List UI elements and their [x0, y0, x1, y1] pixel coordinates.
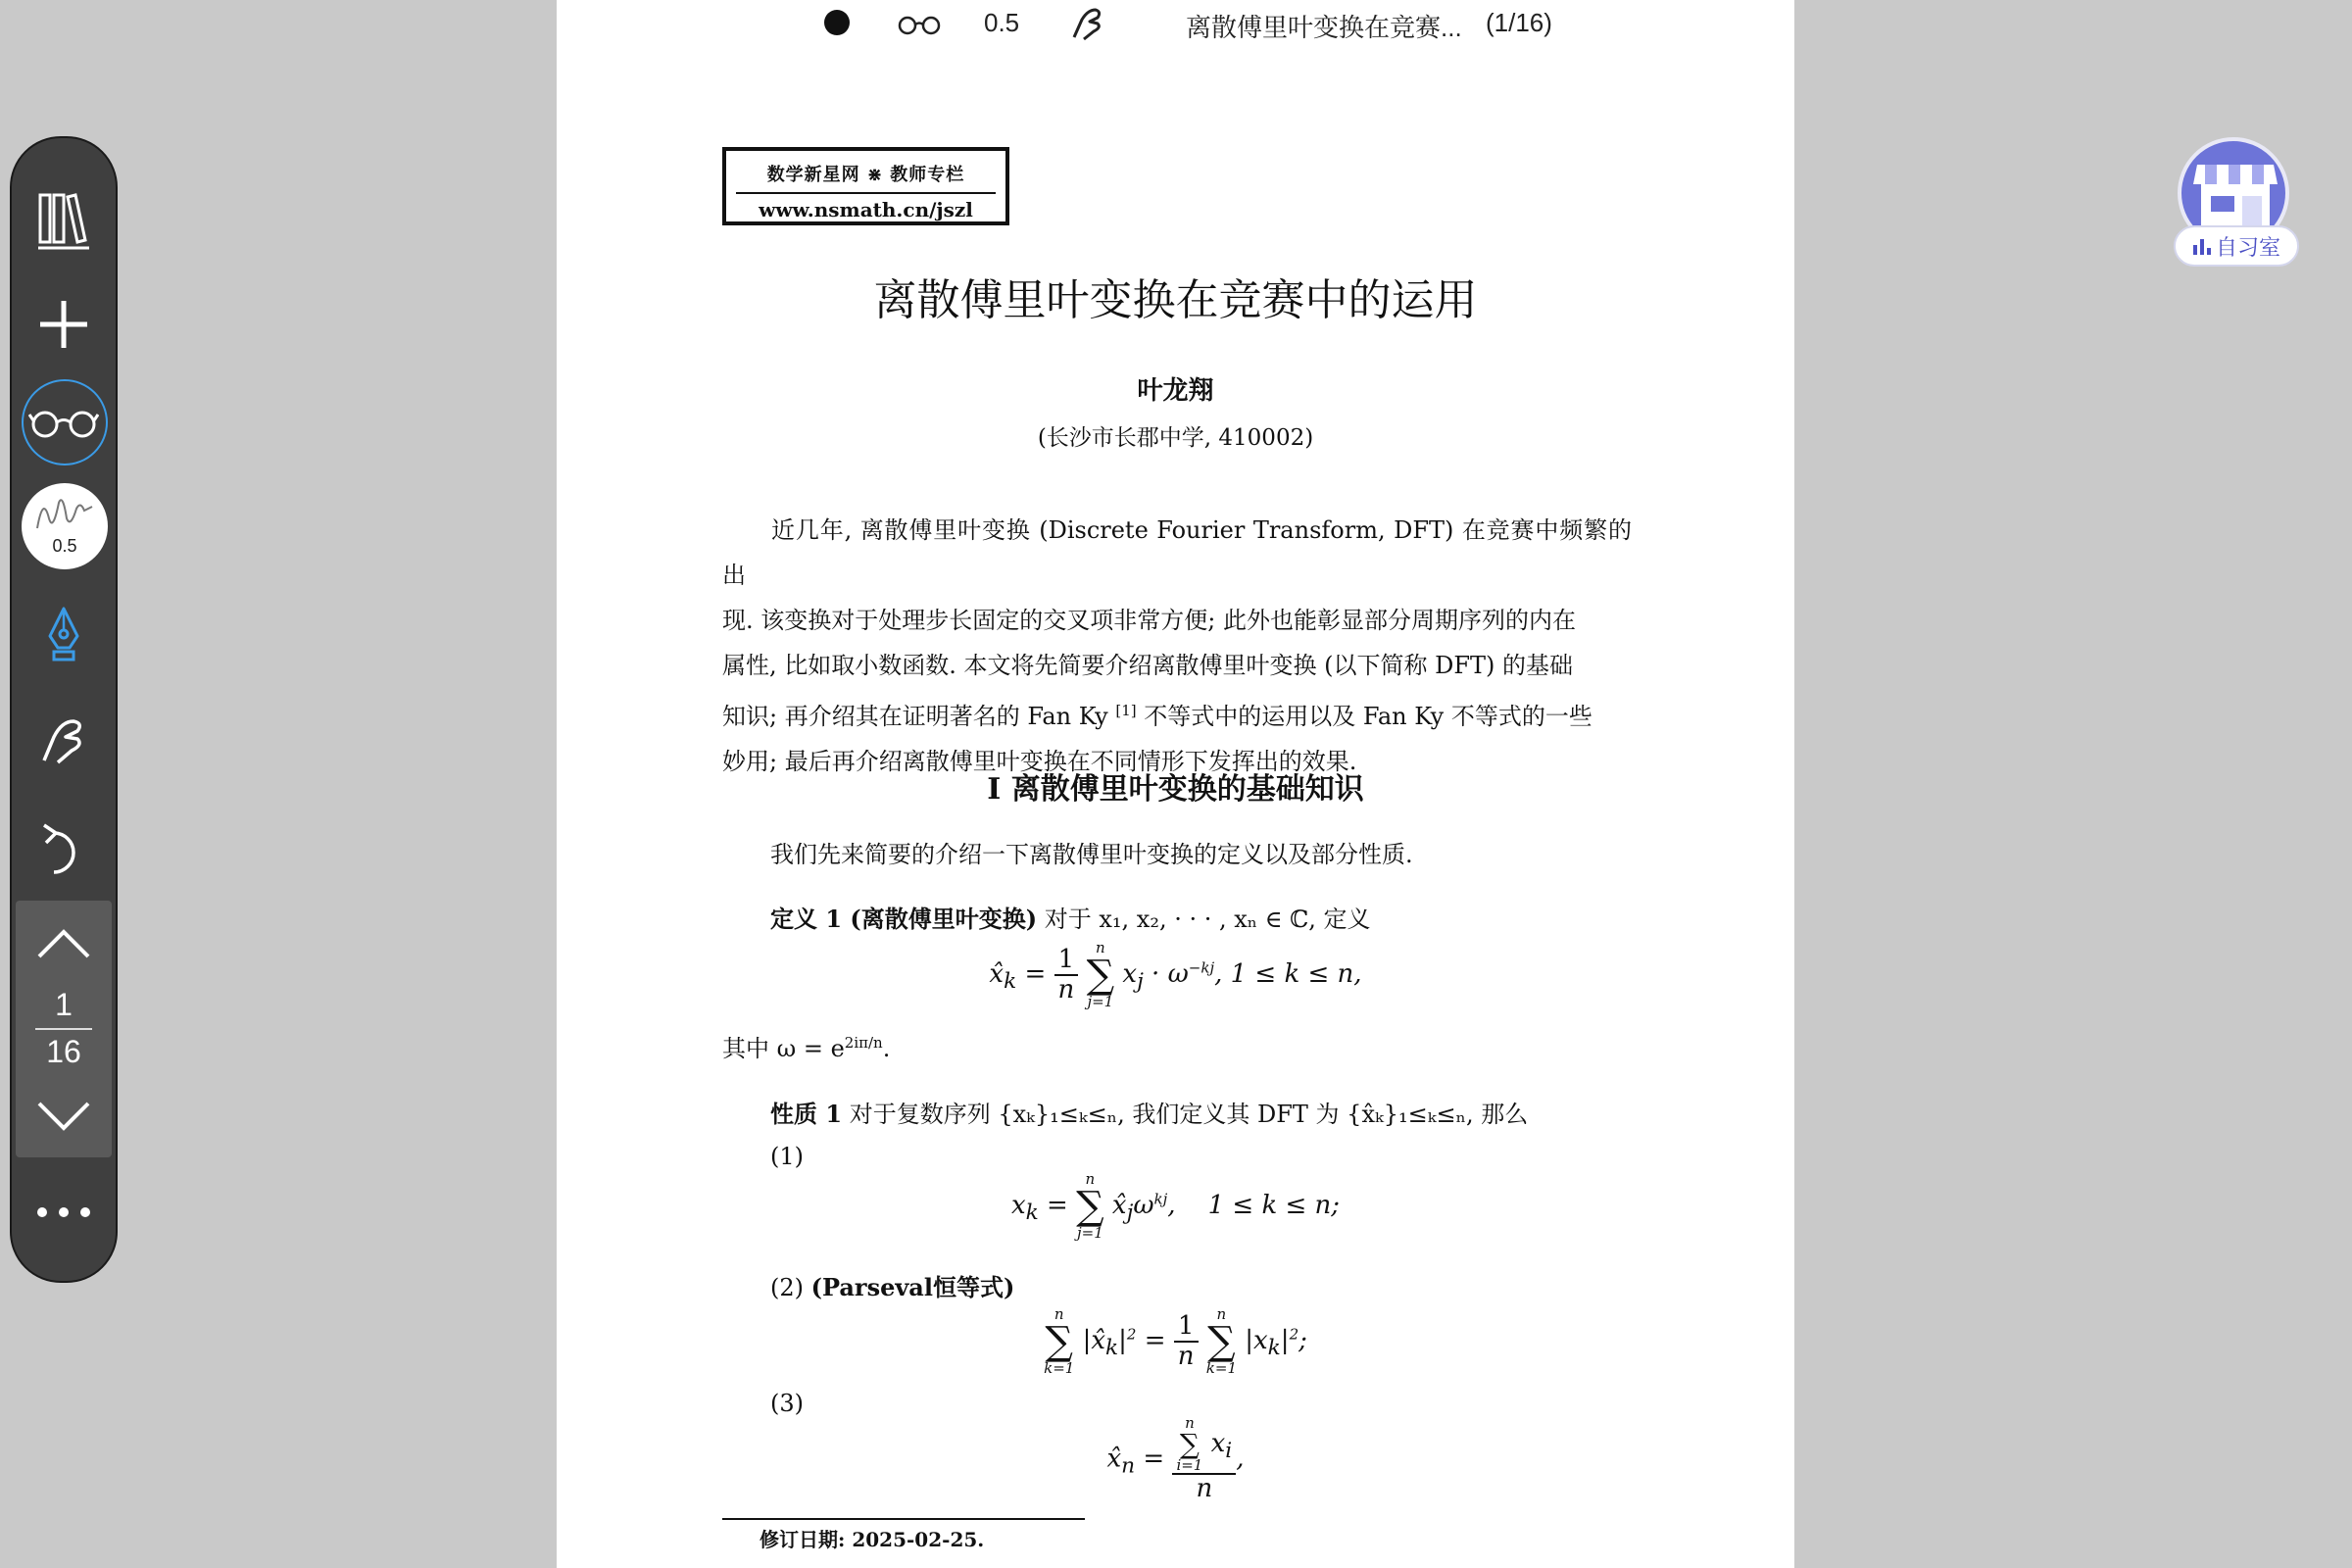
property-label: 性质 1 [770, 1100, 843, 1128]
abstract-paragraph [722, 508, 1632, 784]
revision-date: 修订日期: 2025-02-25. [760, 1528, 985, 1551]
bar-chart-icon [2192, 237, 2212, 255]
equation-inverse: $x_k$ = n ∑ j=1 $x̂_j\omega^{kj}$, 1 ≤ k ≤ n; [1010, 1170, 1341, 1242]
plus-icon [38, 299, 89, 350]
page-up-button[interactable] [16, 914, 112, 973]
hand-pointer-icon [36, 713, 91, 768]
equation-mean: $x̂_n$ = n ∑ i=1 $x_i$ n , [1106, 1414, 1245, 1503]
logo-divider [736, 192, 996, 194]
signature-size: 0.5 [52, 536, 77, 556]
equation-parseval: n ∑ k=1 $|x̂_k|^2$ = $\frac{1}{n}$ n ∑ k=1 $|x_k|^2$; [1044, 1305, 1307, 1377]
color-dot-icon[interactable] [824, 10, 850, 35]
reading-glasses-icon[interactable] [898, 12, 941, 42]
document-author: 叶龙翔 [1137, 376, 1214, 406]
abstract-line: 属性, 比如取小数函数. 本文将先简要介绍离散傅里叶变换 (以下简称 DFT) 的基础 [722, 652, 1574, 679]
status-page-count: (1/16) [1486, 8, 1552, 37]
add-button[interactable] [12, 280, 116, 368]
abstract-line: 妙用; 最后再介绍离散傅里叶变换在不同情形下发挥出的效果. [722, 748, 1357, 775]
reader-status-bar [557, 0, 1794, 47]
equation-dft: $x̂_k$ = $\frac{1}{n}$ n ∑ j=1 $x_j \cdot \omega^{-kj}$, 1 ≤ k ≤ n, [989, 939, 1362, 1010]
where-omega: 其中 $\omega = e^{2i\pi/n}$. [722, 1034, 891, 1062]
item-1-label: (1) [770, 1143, 804, 1170]
study-room-button[interactable] [2174, 137, 2301, 274]
signature-icon [33, 489, 96, 536]
undo-button[interactable] [12, 805, 116, 893]
footnote-divider [722, 1518, 1085, 1520]
page-down-button[interactable] [16, 1087, 112, 1146]
study-room-label: 自习室 [2174, 225, 2299, 267]
section-heading: I 离散傅里叶变换的基础知识 [987, 772, 1364, 807]
reading-mode-icon-wrap[interactable] [12, 389, 116, 456]
hand-tool-icon[interactable] [1068, 4, 1107, 50]
pen-nib-icon [44, 607, 83, 663]
definition-text: 对于 x₁, x₂, · · · , xₙ ∈ ℂ, 定义 [1037, 906, 1371, 933]
total-pages: 16 [46, 1034, 81, 1069]
abstract-line: 近几年, 离散傅里叶变换 (Discrete Fourier Transform, DFT) 在竞赛中频繁的出 [722, 516, 1632, 589]
document-title: 离散傅里叶变换在竞赛中的运用 [873, 275, 1478, 325]
more-button[interactable] [12, 1183, 116, 1242]
property-1 [770, 1095, 1528, 1129]
hand-tool-button[interactable] [12, 697, 116, 785]
property-text: 对于复数序列 {xₖ}₁≤ₖ≤ₙ, 我们定义其 DFT 为 {x̂ₖ}₁≤ₖ≤ₙ, 那么 [842, 1101, 1529, 1128]
more-dots-icon [36, 1206, 91, 1218]
intro-text: 我们先来简要的介绍一下离散傅里叶变换的定义以及部分性质. [770, 841, 1413, 868]
logo-url: www.nsmath.cn/jszl [759, 198, 973, 221]
bookshelf-icon [36, 189, 91, 250]
chevron-down-icon [36, 1101, 91, 1132]
undo-icon [40, 819, 87, 878]
signature-button[interactable] [22, 483, 108, 569]
parseval-label: (Parseval恒等式) [810, 1273, 1015, 1301]
item-2: (2) (Parseval恒等式) [770, 1273, 1015, 1301]
zoom-level[interactable]: 0.5 [984, 8, 1020, 37]
citation-ref[interactable]: [1] [1115, 702, 1137, 719]
definition-label: 定义 1 (离散傅里叶变换) [770, 905, 1038, 933]
document-page [557, 0, 1794, 1568]
item-3-label: (3) [770, 1390, 804, 1417]
page-separator [35, 1028, 92, 1030]
chevron-up-icon [36, 928, 91, 959]
logo-line-1: 数学新星网 ⋇ 教师专栏 [766, 165, 965, 185]
abstract-line: 知识; 再介绍其在证明著名的 Fan Ky [1] 不等式中的运用以及 Fan Ky 不等式的一些 [722, 702, 1592, 730]
abstract-line: 现. 该变换对于处理步长固定的交叉项非常方便; 此外也能彰显部分周期序列的内在 [722, 607, 1576, 634]
library-button[interactable] [12, 175, 116, 264]
status-doc-title: 离散傅里叶变换在竞赛... [1186, 13, 1462, 42]
current-page[interactable]: 1 [55, 987, 73, 1022]
document-affiliation: (长沙市长郡中学, 410002) [1037, 425, 1314, 451]
glasses-icon [28, 407, 99, 438]
page-navigator [16, 901, 112, 1157]
pen-button[interactable] [12, 591, 116, 679]
definition-1 [770, 900, 1371, 934]
site-logo-box [722, 147, 1009, 225]
left-toolbar [10, 136, 118, 1283]
